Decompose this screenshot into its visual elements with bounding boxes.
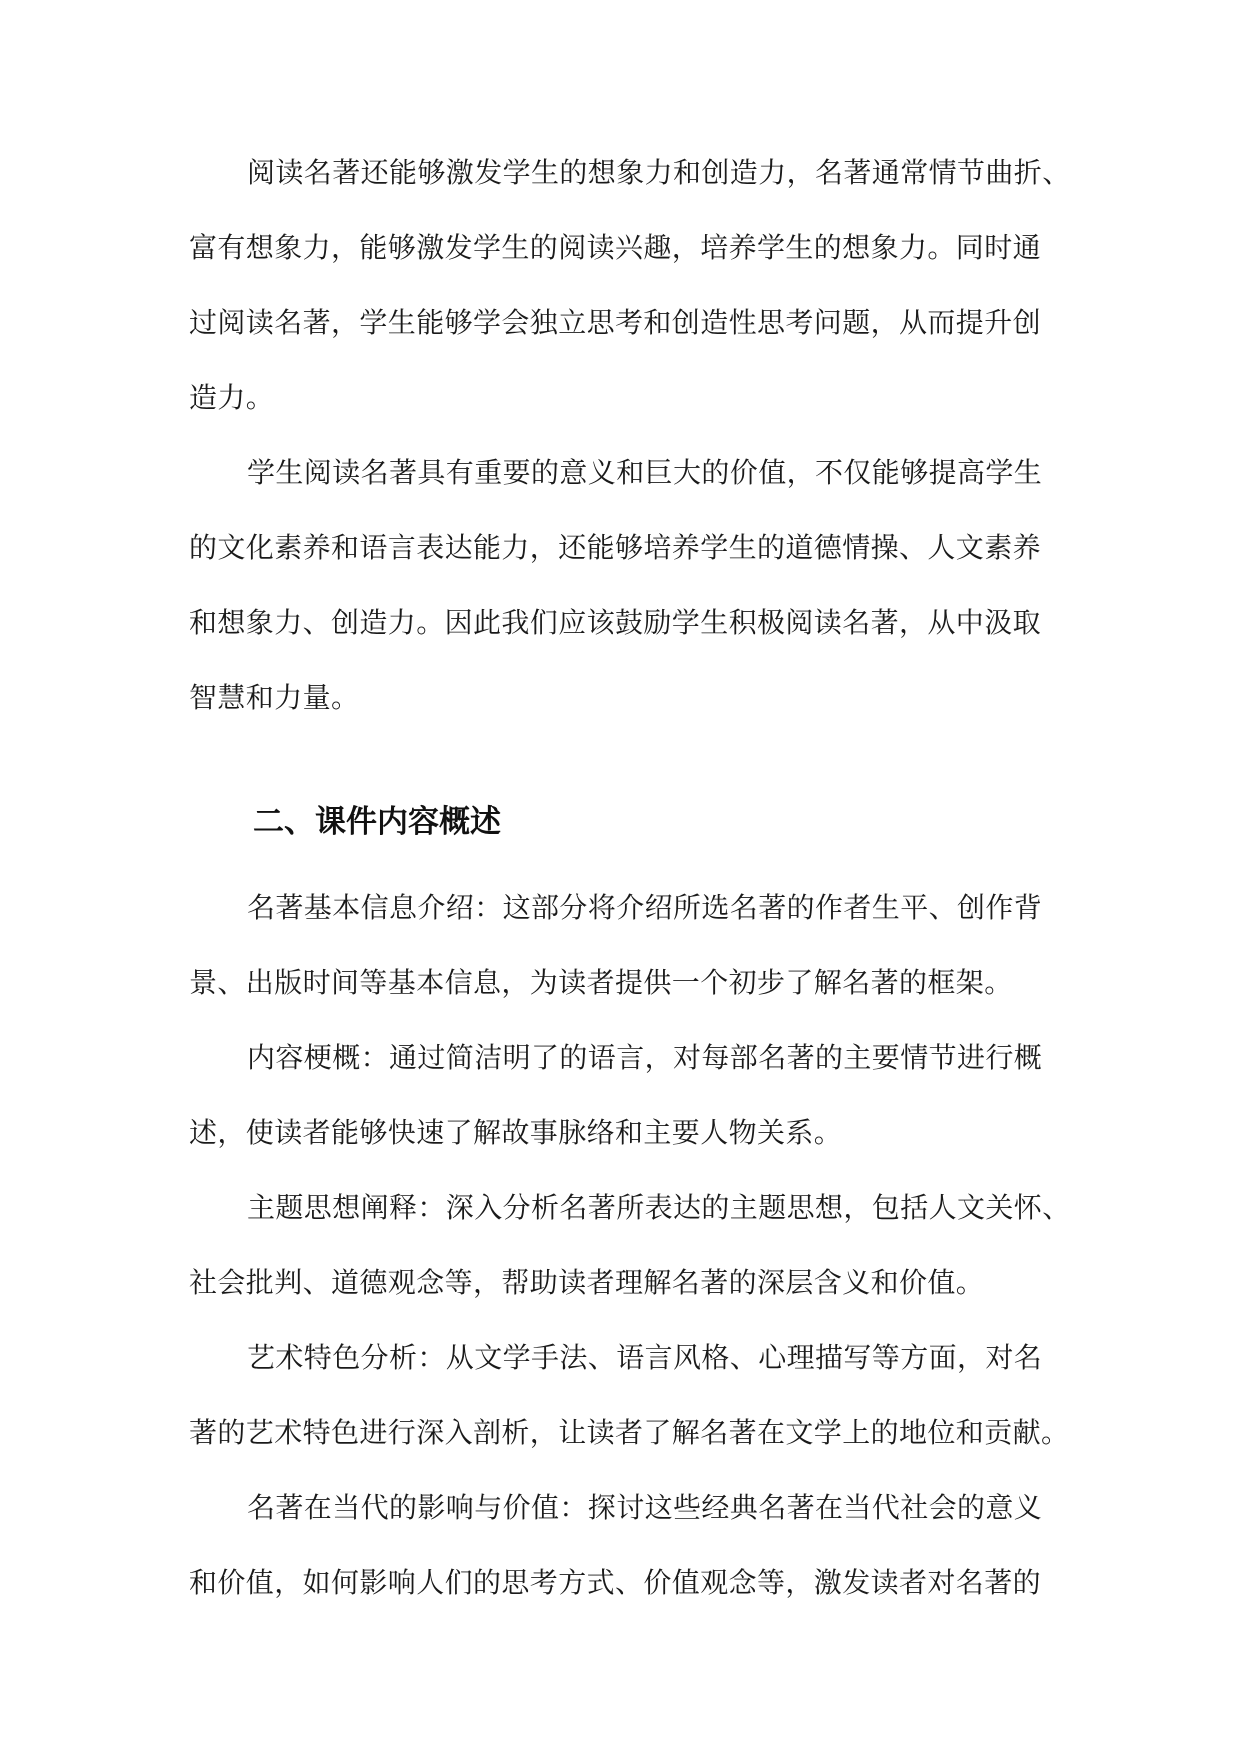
paragraph-contemporary <box>189 1475 1089 1625</box>
paragraph-line: 造力。 <box>189 381 275 414</box>
paragraph-line: 名著在当代的影响与价值：探讨这些经典名著在当代社会的意义 <box>247 1491 1043 1524</box>
paragraph-line: 景、出版时间等基本信息，为读者提供一个初步了解名著的框架。 <box>189 966 1013 999</box>
paragraph-line: 学生阅读名著具有重要的意义和巨大的价值，不仅能够提高学生 <box>247 456 1043 489</box>
paragraph-line: 艺术特色分析：从文学手法、语言风格、心理描写等方面，对名 <box>247 1341 1043 1374</box>
paragraph-line: 内容梗概：通过简洁明了的语言，对每部名著的主要情节进行概 <box>247 1041 1043 1074</box>
paragraph-imagination <box>189 140 1089 440</box>
paragraph-significance <box>189 440 1089 740</box>
spacer <box>189 740 1089 795</box>
document-body <box>189 140 1089 1625</box>
paragraph-line: 著的艺术特色进行深入剖析，让读者了解名著在文学上的地位和贡献。 <box>189 1416 1070 1449</box>
paragraph-line: 过阅读名著，学生能够学会独立思考和创造性思考问题，从而提升创 <box>189 306 1042 339</box>
paragraph-line: 阅读名著还能够激发学生的想象力和创造力，名著通常情节曲折、 <box>247 156 1071 189</box>
paragraph-theme <box>189 1175 1089 1325</box>
paragraph-art <box>189 1325 1089 1475</box>
paragraph-line: 名著基本信息介绍：这部分将介绍所选名著的作者生平、创作背 <box>247 891 1043 924</box>
paragraph-line: 述，使读者能够快速了解故事脉络和主要人物关系。 <box>189 1116 843 1149</box>
paragraph-line: 和价值，如何影响人们的思考方式、价值观念等，激发读者对名著的 <box>189 1566 1042 1599</box>
paragraph-line: 主题思想阐释：深入分析名著所表达的主题思想，包括人文关怀、 <box>247 1191 1071 1224</box>
paragraph-line: 的文化素养和语言表达能力，还能够培养学生的道德情操、人文素养 <box>189 531 1042 564</box>
paragraph-line: 富有想象力，能够激发学生的阅读兴趣，培养学生的想象力。同时通 <box>189 231 1042 264</box>
paragraph-basic-info <box>189 875 1089 1025</box>
paragraph-line: 智慧和力量。 <box>189 681 360 714</box>
paragraph-line: 和想象力、创造力。因此我们应该鼓励学生积极阅读名著，从中汲取 <box>189 606 1042 639</box>
paragraph-line: 社会批判、道德观念等，帮助读者理解名著的深层含义和价值。 <box>189 1266 985 1299</box>
section-heading: 二、课件内容概述 <box>253 804 501 840</box>
paragraph-synopsis <box>189 1025 1089 1175</box>
